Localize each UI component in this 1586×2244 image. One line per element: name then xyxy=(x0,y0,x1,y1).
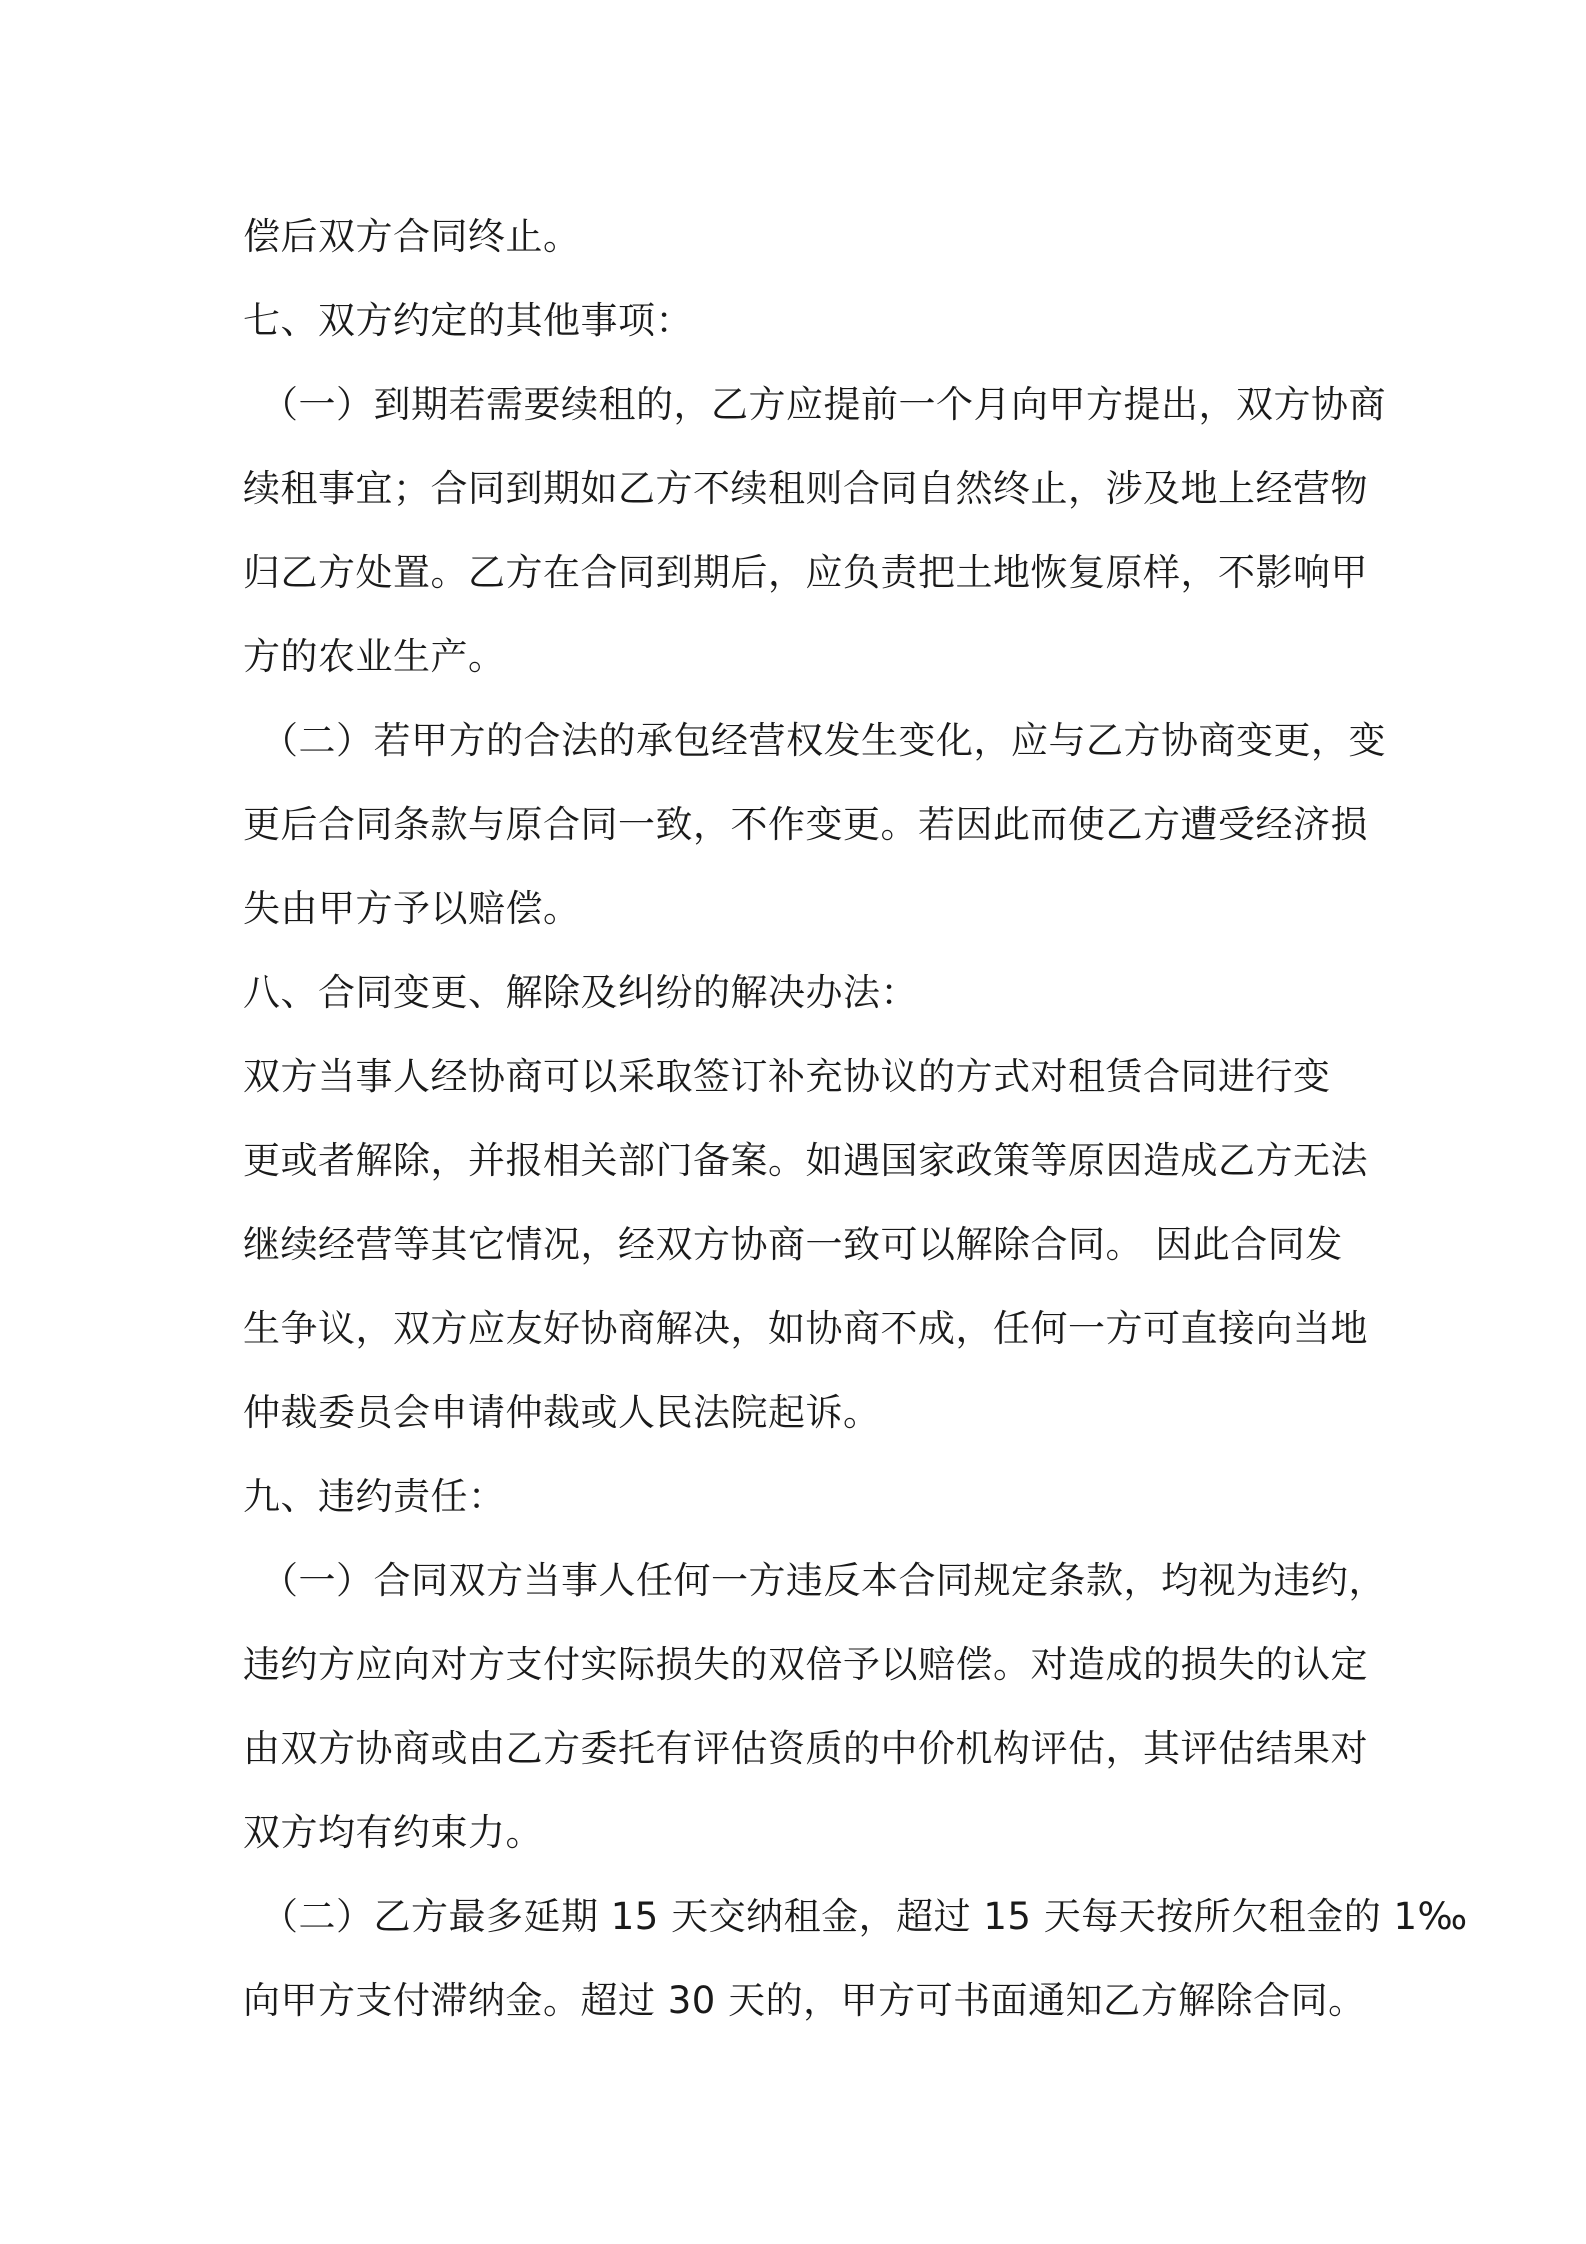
text-line: 续租事宜；合同到期如乙方不续租则合同自然终止，涉及地上经营物 xyxy=(243,467,1368,510)
text-line: （一）到期若需要续租的，乙方应提前一个月向甲方提出，双方协商 xyxy=(261,383,1386,426)
text-line: （二）乙方最多延期 15 天交纳租金，超过 15 天每天按所欠租金的 1‰ xyxy=(261,1895,1468,1938)
text-line: 双方均有约束力。 xyxy=(243,1811,543,1854)
section-heading-8: 八、合同变更、解除及纠纷的解决办法： xyxy=(243,971,918,1014)
document-body xyxy=(243,195,1468,2043)
text-line: （一）合同双方当事人任何一方违反本合同规定条款，均视为违约， xyxy=(261,1559,1386,1602)
section-heading-7: 七、双方约定的其他事项： xyxy=(243,299,693,342)
text-line: 双方当事人经协商可以采取签订补充协议的方式对租赁合同进行变 xyxy=(243,1055,1331,1098)
text-line: 失由甲方予以赔偿。 xyxy=(243,887,581,930)
text-line: 更或者解除，并报相关部门备案。如遇国家政策等原因造成乙方无法 xyxy=(243,1139,1368,1182)
text-line: 仲裁委员会申请仲裁或人民法院起诉。 xyxy=(243,1391,881,1434)
text-line: 偿后双方合同终止。 xyxy=(243,215,581,258)
text-line: （二）若甲方的合法的承包经营权发生变化，应与乙方协商变更，变 xyxy=(261,719,1386,762)
section-heading-9: 九、违约责任： xyxy=(243,1475,506,1518)
text-line: 由双方协商或由乙方委托有评估资质的中价机构评估，其评估结果对 xyxy=(243,1727,1368,1770)
text-line: 违约方应向对方支付实际损失的双倍予以赔偿。对造成的损失的认定 xyxy=(243,1643,1368,1686)
text-line: 更后合同条款与原合同一致，不作变更。若因此而使乙方遭受经济损 xyxy=(243,803,1368,846)
text-line: 向甲方支付滞纳金。超过 30 天的，甲方可书面通知乙方解除合同。 xyxy=(243,1979,1366,2022)
text-line: 归乙方处置。乙方在合同到期后，应负责把土地恢复原样，不影响甲 xyxy=(243,551,1368,594)
text-line: 继续经营等其它情况，经双方协商一致可以解除合同。 因此合同发 xyxy=(243,1223,1343,1266)
text-line: 方的农业生产。 xyxy=(243,635,506,678)
text-line: 生争议，双方应友好协商解决，如协商不成，任何一方可直接向当地 xyxy=(243,1307,1368,1350)
